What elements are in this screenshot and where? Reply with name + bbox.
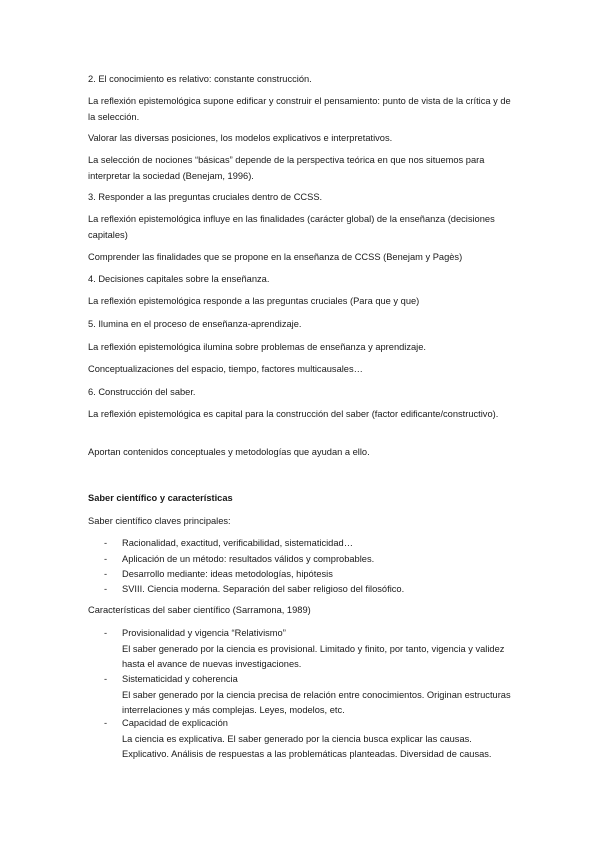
bullet-dash: - — [104, 554, 108, 564]
list-item-title: Provisionalidad y vigencia “Relativismo” — [122, 628, 286, 638]
paragraph: Comprender las finalidades que se propone en la enseñanza de CCSS (Benejam y Pagès) — [88, 252, 463, 262]
list-item-content — [122, 626, 518, 673]
paragraph: La reflexión epistemológica es capital para la construcción del saber (factor edificante/constructivo). — [88, 409, 499, 419]
bullet-dash: - — [104, 718, 108, 728]
list-item-title: Capacidad de explicación — [122, 718, 228, 728]
list-item-body: El saber generado por la ciencia precisa de relación entre conocimientos. Originan estructuras interrelaciones y más complejas. Leyes, modelos, etc. — [122, 689, 511, 715]
paragraph: 5. Ilumina en el proceso de enseñanza-aprendizaje. — [88, 319, 302, 329]
list-item-text: Desarrollo mediante: ideas metodologías, hipótesis — [122, 569, 333, 579]
bullet-dash: - — [104, 584, 108, 594]
list-item-content — [122, 716, 518, 763]
paragraph: Conceptualizaciones del espacio, tiempo, factores multicausales… — [88, 364, 363, 374]
caracteristicas-intro: Características del saber científico (Sarramona, 1989) — [88, 605, 311, 615]
list-item-text: Racionalidad, exactitud, verificabilidad, sistematicidad… — [122, 538, 353, 548]
paragraph: La reflexión epistemológica supone edificar y construir el pensamiento: punto de vista de la crítica y de la selección. — [88, 96, 511, 122]
bullet-dash: - — [104, 569, 108, 579]
list-item-content — [122, 672, 518, 719]
claves-intro: Saber científico claves principales: — [88, 516, 231, 526]
paragraph: 2. El conocimiento es relativo: constante construcción. — [88, 74, 312, 84]
section-heading: Saber científico y características — [88, 493, 233, 503]
paragraph: Valorar las diversas posiciones, los modelos explicativos e interpretativos. — [88, 133, 393, 143]
list-item-text: SVIII. Ciencia moderna. Separación del saber religioso del filosófico. — [122, 584, 405, 594]
list-item-body: El saber generado por la ciencia es provisional. Limitado y finito, por tanto, vigencia y validez hasta el avance de nuevas investigaciones. — [122, 643, 505, 669]
bullet-dash: - — [104, 674, 108, 684]
list-item-title: Sistematicidad y coherencia — [122, 674, 238, 684]
list-item-text: Aplicación de un método: resultados válidos y comprobables. — [122, 554, 375, 564]
paragraph: La reflexión epistemológica influye en las finalidades (carácter global) de la enseñanza (decisiones capitales) — [88, 214, 495, 240]
list-item-body: La ciencia es explicativa. El saber generado por la ciencia busca explicar las causas. Explicativo. Análisis de respuestas a las problemáticas planteadas. Diversidad de causas. — [122, 733, 492, 759]
paragraph: 4. Decisiones capitales sobre la enseñanza. — [88, 274, 270, 284]
paragraph: La selección de nociones “básicas” depende de la perspectiva teórica en que nos situemos para interpretar la sociedad (Benejam, 1996). — [88, 155, 485, 181]
bullet-dash: - — [104, 538, 108, 548]
paragraph: 3. Responder a las preguntas cruciales dentro de CCSS. — [88, 192, 323, 202]
paragraph: 6. Construcción del saber. — [88, 387, 196, 397]
paragraph: Aportan contenidos conceptuales y metodologías que ayudan a ello. — [88, 447, 370, 457]
paragraph: La reflexión epistemológica responde a las preguntas cruciales (Para que y que) — [88, 296, 420, 306]
paragraph: La reflexión epistemológica ilumina sobre problemas de enseñanza y aprendizaje. — [88, 342, 426, 352]
bullet-dash: - — [104, 628, 108, 638]
